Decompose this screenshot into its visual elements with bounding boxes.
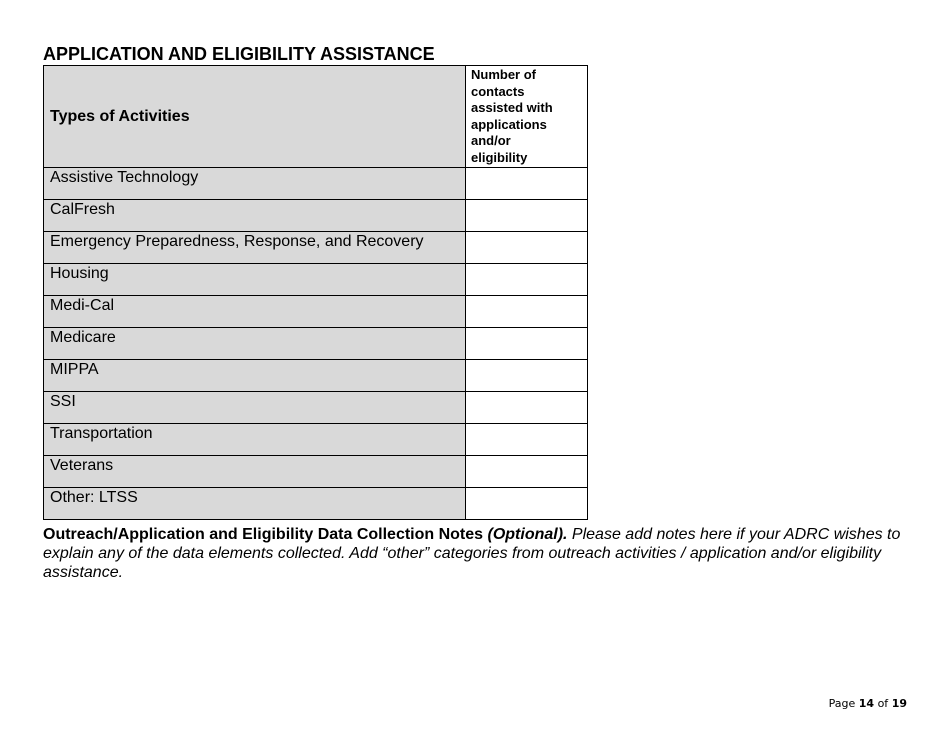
header-contacts-line: eligibility <box>471 149 528 165</box>
notes-title: Outreach/Application and Eligibility Data Collection Notes <box>43 526 488 543</box>
header-contacts-line: and/or <box>471 133 511 148</box>
table-row <box>44 264 588 296</box>
notes-optional-label: (Optional). <box>487 526 568 543</box>
activity-name: Housing <box>44 264 466 296</box>
activity-name: Assistive Technology <box>44 168 466 200</box>
header-activity-type: Types of Activities <box>44 66 466 168</box>
table-row <box>44 200 588 232</box>
header-contacts-line: assisted with <box>471 100 553 115</box>
activity-name: Transportation <box>44 424 466 456</box>
total-pages: 19 <box>891 697 907 710</box>
table-row <box>44 296 588 328</box>
activity-name: Medicare <box>44 328 466 360</box>
header-contacts-line: applications <box>471 116 547 132</box>
current-page: 14 <box>858 697 875 710</box>
activity-name: MIPPA <box>44 360 466 392</box>
table-header-row <box>44 66 588 168</box>
table-row <box>44 360 588 392</box>
header-contacts-count <box>466 66 588 168</box>
table-row <box>44 392 588 424</box>
contacts-count-cell[interactable] <box>466 296 588 328</box>
table-row <box>44 424 588 456</box>
header-contacts-line: Number of <box>471 67 536 82</box>
activity-name: Veterans <box>44 456 466 488</box>
contacts-count-cell[interactable] <box>466 456 588 488</box>
header-contacts-line: contacts <box>471 83 525 99</box>
notes-instructions: Please add notes here if your ADRC wishes to explain any of the data elements collected. Add “other” categories from outreach activities / application and/or eligibility assistance. <box>43 526 901 581</box>
contacts-count-cell[interactable] <box>466 392 588 424</box>
table-row <box>44 488 588 520</box>
activity-name: SSI <box>44 392 466 424</box>
contacts-count-cell[interactable] <box>466 424 588 456</box>
activity-name: Other: LTSS <box>44 488 466 520</box>
contacts-count-cell[interactable] <box>466 488 588 520</box>
activity-name: CalFresh <box>44 200 466 232</box>
table-row <box>44 168 588 200</box>
contacts-count-cell[interactable] <box>466 328 588 360</box>
page-of-text: of <box>874 697 892 710</box>
contacts-count-cell[interactable] <box>466 232 588 264</box>
contacts-count-cell[interactable] <box>466 200 588 232</box>
section-title: APPLICATION AND ELIGIBILITY ASSISTANCE <box>43 44 435 64</box>
page-number <box>829 697 907 710</box>
contacts-count-cell[interactable] <box>466 360 588 392</box>
activity-name: Medi-Cal <box>44 296 466 328</box>
activities-table <box>43 65 588 520</box>
table-row <box>44 328 588 360</box>
page-prefix: Page <box>828 697 859 710</box>
activity-name: Emergency Preparedness, Response, and Recovery <box>44 232 466 264</box>
contacts-count-cell[interactable] <box>466 168 588 200</box>
contacts-count-cell[interactable] <box>466 264 588 296</box>
table-row <box>44 232 588 264</box>
notes-paragraph <box>43 525 903 582</box>
table-row <box>44 456 588 488</box>
